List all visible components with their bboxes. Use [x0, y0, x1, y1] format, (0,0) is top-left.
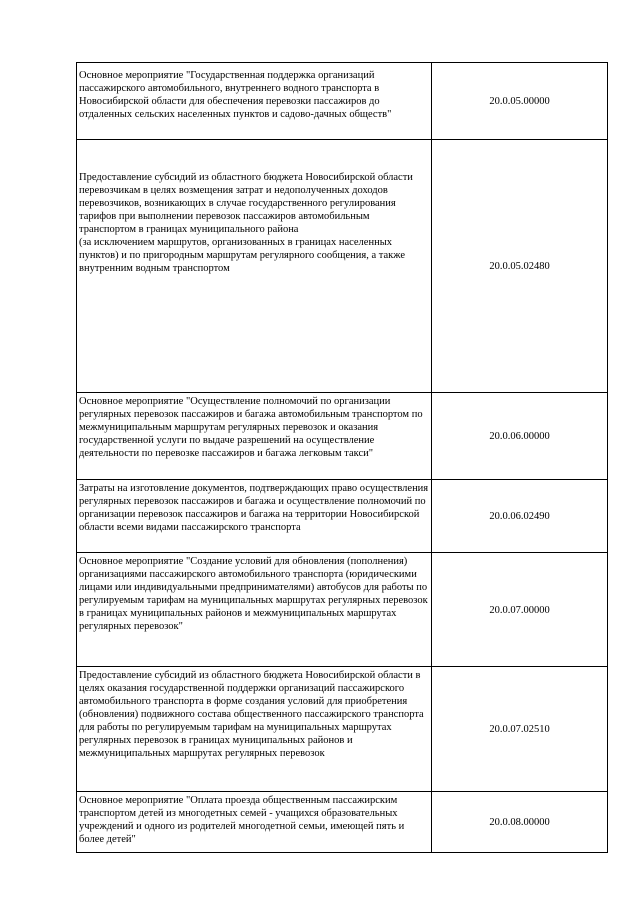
- budget-code: 20.0.08.00000: [432, 792, 608, 853]
- activity-description: Предоставление субсидий из областного бюджета Новосибирской области в целях оказания государственной поддержки организаций пассажирского автомобильного транспорта в форме создания условий для приобретения (обновления) подвижного состава общественного пассажирского транспорта для работы по регулируемым тарифам на муниципальных маршрутах регулярных перевозок в границах муниципальных районов и межмуниципальных маршрутах регулярных перевозок: [77, 667, 432, 792]
- budget-classification-table: [76, 62, 608, 853]
- budget-code: 20.0.06.02490: [432, 480, 608, 553]
- budget-code: 20.0.07.02510: [432, 667, 608, 792]
- budget-code: 20.0.07.00000: [432, 553, 608, 667]
- table-row: [77, 393, 608, 480]
- table-row: [77, 792, 608, 853]
- activity-description: Основное мероприятие "Оплата проезда общественным пассажирским транспортом детей из многодетных семей - учащихся образовательных учреждений и одного из родителей многодетной семьи, имеющей пять и более детей": [77, 792, 432, 853]
- activity-description: Основное мероприятие "Государственная поддержка организаций пассажирского автомобильного, внутреннего водного транспорта в Новосибирской области для обеспечения перевозки пассажиров до отдаленных сельских населенных пунктов и садово-дачных обществ": [77, 63, 432, 140]
- activity-description: Основное мероприятие "Создание условий для обновления (пополнения) организациями пассажирского автомобильного транспорта (юридическими лицами или индивидуальными предпринимателями) автобусов для работы по регулируемым тарифам на муниципальных маршрутах регулярных перевозок в границах муниципальных районов и межмуниципальных маршрутах регулярных перевозок": [77, 553, 432, 667]
- table-row: [77, 667, 608, 792]
- table-row: [77, 63, 608, 140]
- budget-code: 20.0.05.02480: [432, 140, 608, 393]
- table-row: [77, 140, 608, 393]
- activity-description: Затраты на изготовление документов, подтверждающих право осуществления регулярных перевозок пассажиров и багажа и осуществление полномочий по организации перевозок пассажиров и багажа на территории Новосибирской области всеми видами пассажирского транспорта: [77, 480, 432, 553]
- activity-description: Основное мероприятие "Осуществление полномочий по организации регулярных перевозок пассажиров и багажа автомобильным транспортом по межмуниципальным маршрутам регулярных перевозок и оказания государственной услуги по выдаче разрешений на осуществление деятельности по перевозке пассажиров и багажа легковым такси": [77, 393, 432, 480]
- budget-code: 20.0.06.00000: [432, 393, 608, 480]
- activity-description: Предоставление субсидий из областного бюджета Новосибирской области перевозчикам в целях возмещения затрат и недополученных доходов перевозчиков, возникающих в случае государственного регулирования тарифов при выполнении перевозок пассажиров автомобильным транспортом в границах муниципального района (за исключением маршрутов, организованных в границах населенных пунктов) и по пригородным маршрутам регулярного сообщения, а также внутренним водным транспортом: [77, 140, 432, 393]
- table-row: [77, 480, 608, 553]
- budget-code: 20.0.05.00000: [432, 63, 608, 140]
- table-row: [77, 553, 608, 667]
